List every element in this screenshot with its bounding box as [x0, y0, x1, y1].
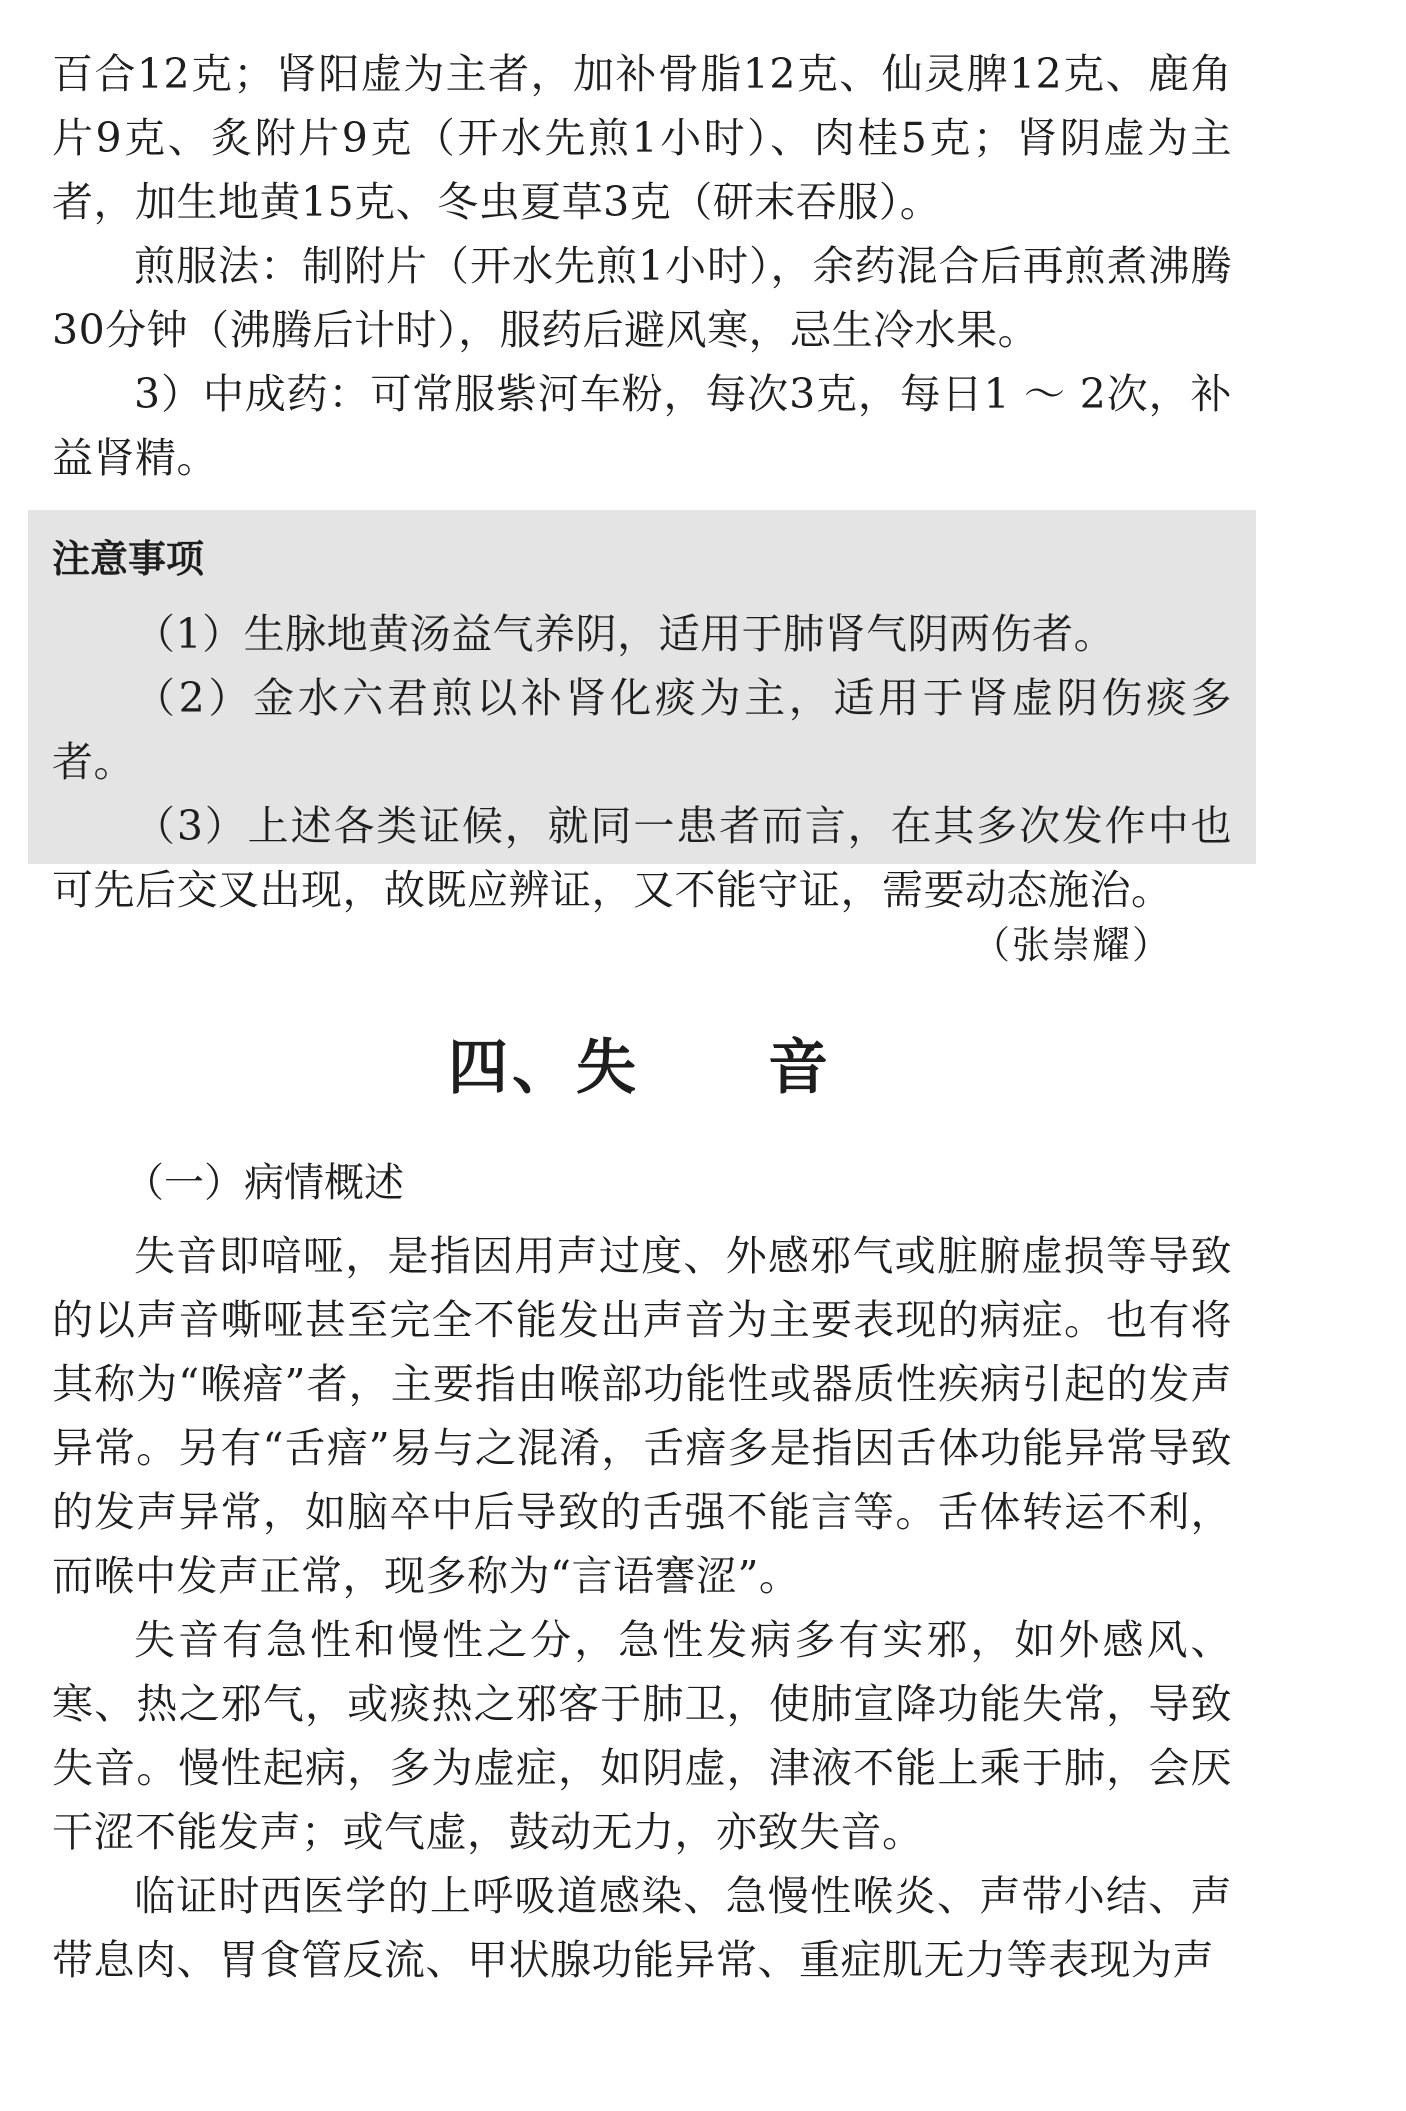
note-item: （1）生脉地黄汤益气养阴，适用于肺肾气阴两伤者。 — [134, 610, 1116, 658]
paragraph-western-medicine: 临证时西医学的上呼吸道感染、急慢性喉炎、声带小结、声带息肉、胃食管反流、甲状腺功能异常、重症肌无力等表现为声 — [52, 1872, 1232, 1984]
paragraph-patent-medicine: 3）中成药：可常服紫河车粉，每次3克，每日1 ～ 2次，补益肾精。 — [52, 370, 1232, 482]
notes-heading: 注意事项 — [52, 537, 205, 581]
note-item: （3）上述各类证候，就同一患者而言，在其多次发作中也可先后交叉出现，故既应辨证，又不能守证，需要动态施治。 — [52, 802, 1232, 914]
section-heading: （一）病情概述 — [124, 1160, 404, 1206]
paragraph-classification: 失音有急性和慢性之分，急性发病多有实邪，如外感风、寒、热之邪气，或痰热之邪客于肺卫，使肺宣降功能失常，导致失音。慢性起病，多为虚症，如阴虚，津液不能上乘于肺，会厌干涩不能发声；或气虚，鼓动无力，亦致失音。 — [52, 1616, 1232, 1856]
paragraph-definition: 失音即喑哑，是指因用声过度、外感邪气或脏腑虚损等导致的以声音嘶哑甚至完全不能发出声音为主要表现的病症。也有将其称为“喉瘖”者，主要指由喉部功能性或器质性疾病引起的发声异常。另有“舌瘖”易与之混淆，舌瘖多是指因舌体功能异常导致的发声异常，如脑卒中后导致的舌强不能言等。舌体转运不利，而喉中发声正常，现多称为“言语謇涩”。 — [52, 1232, 1232, 1600]
author-attribution: （张崇耀） — [972, 923, 1173, 967]
paragraph-decoction-method: 煎服法：制附片（开水先煎1小时），余药混合后再煎煮沸腾30分钟（沸腾后计时），服药后避风寒，忌生冷水果。 — [52, 242, 1232, 354]
paragraph-formula-additions: 百合12克；肾阳虚为主者，加补骨脂12克、仙灵脾12克、鹿角片9克、炙附片9克（开水先煎1小时）、肉桂5克；肾阴虚为主者，加生地黄15克、冬虫夏草3克（研末吞服）。 — [52, 50, 1232, 226]
body-text-block — [52, 1224, 1232, 1992]
notes-list — [52, 602, 1232, 922]
note-item: （2）金水六君煎以补肾化痰为主，适用于肾虚阴伤痰多者。 — [52, 674, 1232, 786]
top-text-block — [52, 42, 1232, 490]
chapter-heading: 四、失 音 — [448, 1033, 832, 1103]
